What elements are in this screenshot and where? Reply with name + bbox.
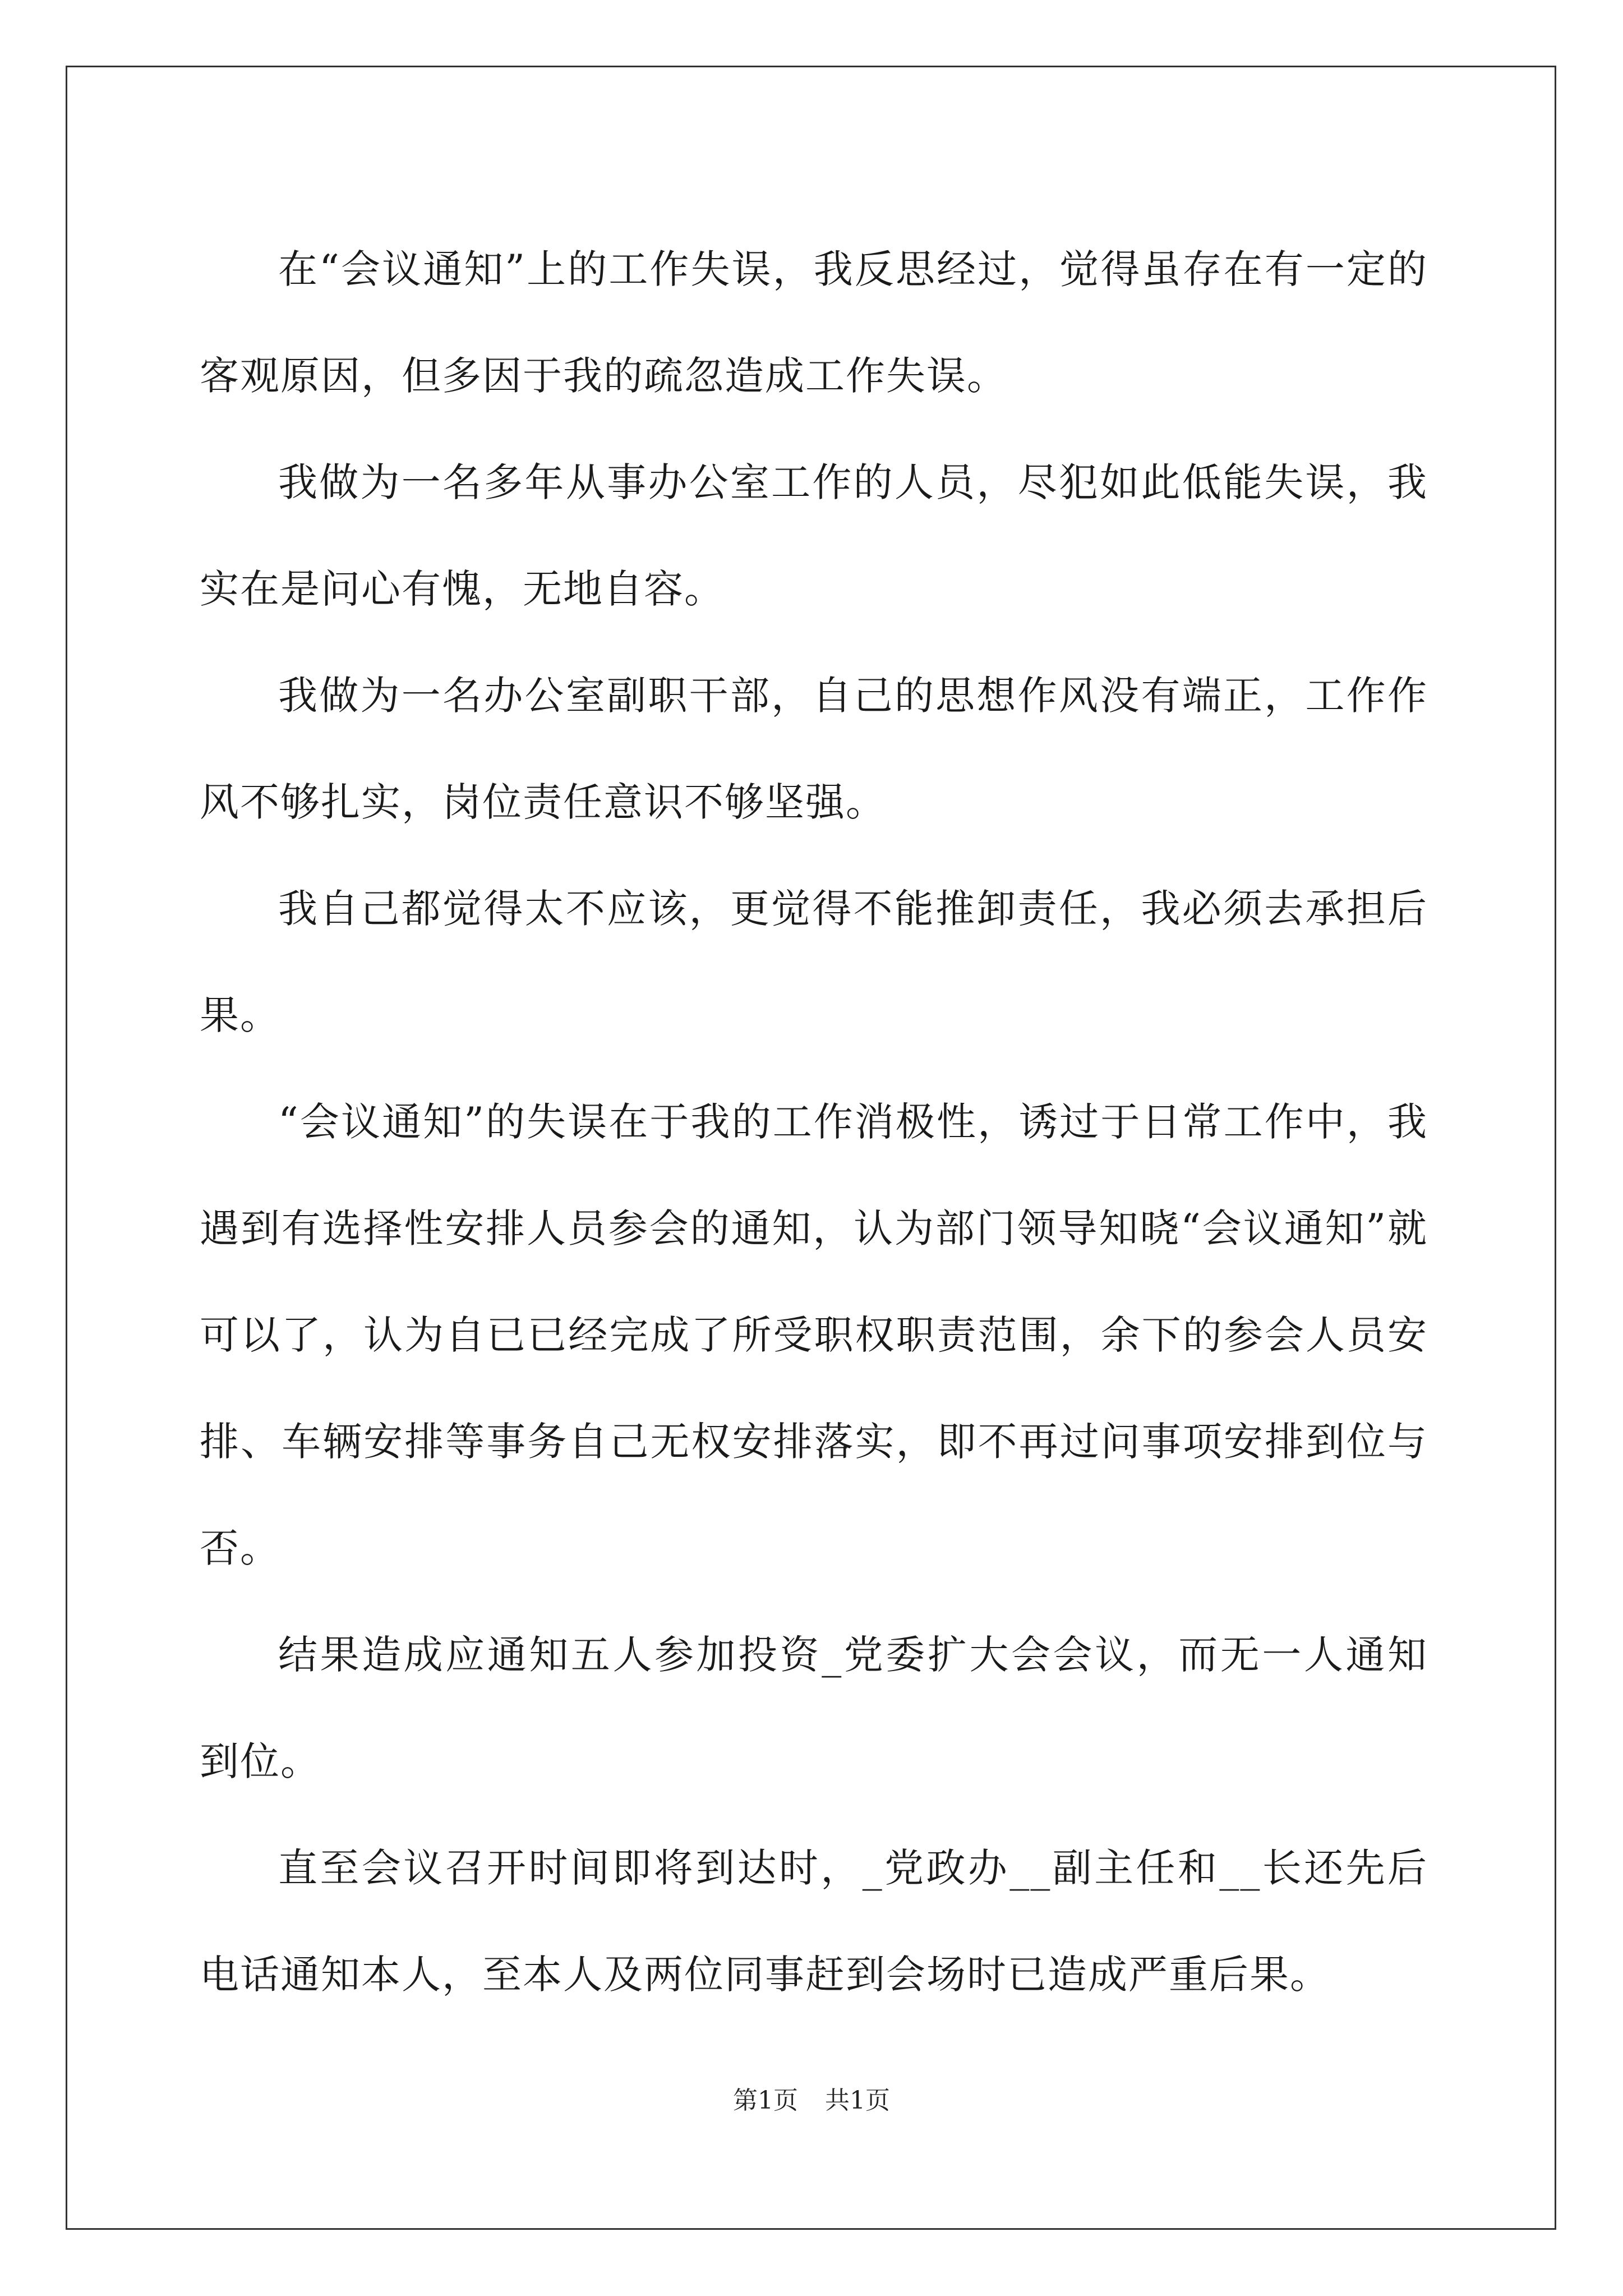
page-number-current: 第1页 [733, 2086, 798, 2115]
paragraph-2: 我做为一名多年从事办公室工作的人员，尽犯如此低能失误，我实在是问心有愧，无地自容。 [200, 459, 1428, 612]
document-body [200, 216, 1428, 2028]
page-number-total: 共1页 [825, 2086, 890, 2115]
paragraph-7: 直至会议召开时间即将到达时，_党政办__副主任和__长还先后电话通知本人，至本人及两位同事赶到会场时已造成严重后果。 [200, 1845, 1428, 1998]
page-footer [0, 2084, 1623, 2118]
paragraph-6: 结果造成应通知五人参加投资_党委扩大会会议，而无一人通知到位。 [200, 1632, 1428, 1784]
paragraph-1: 在“会议通知”上的工作失误，我反思经过，觉得虽存在有一定的客观原因，但多因于我的疏忽造成工作失误。 [200, 246, 1428, 399]
paragraph-5: “会议通知”的失误在于我的工作消极性，诱过于日常工作中，我遇到有选择性安排人员参会的通知，认为部门领导知晓“会议通知”就可以了，认为自已已经完成了所受职权职责范围，余下的参会人员安排、车辆安排等事务自己无权安排落实，即不再过问事项安排到位与否。 [200, 1099, 1428, 1571]
paragraph-4: 我自己都觉得太不应该，更觉得不能推卸责任，我必须去承担后果。 [200, 886, 1428, 1038]
paragraph-3: 我做为一名办公室副职干部，自己的思想作风没有端正，工作作风不够扎实，岗位责任意识不够坚强。 [200, 673, 1428, 825]
